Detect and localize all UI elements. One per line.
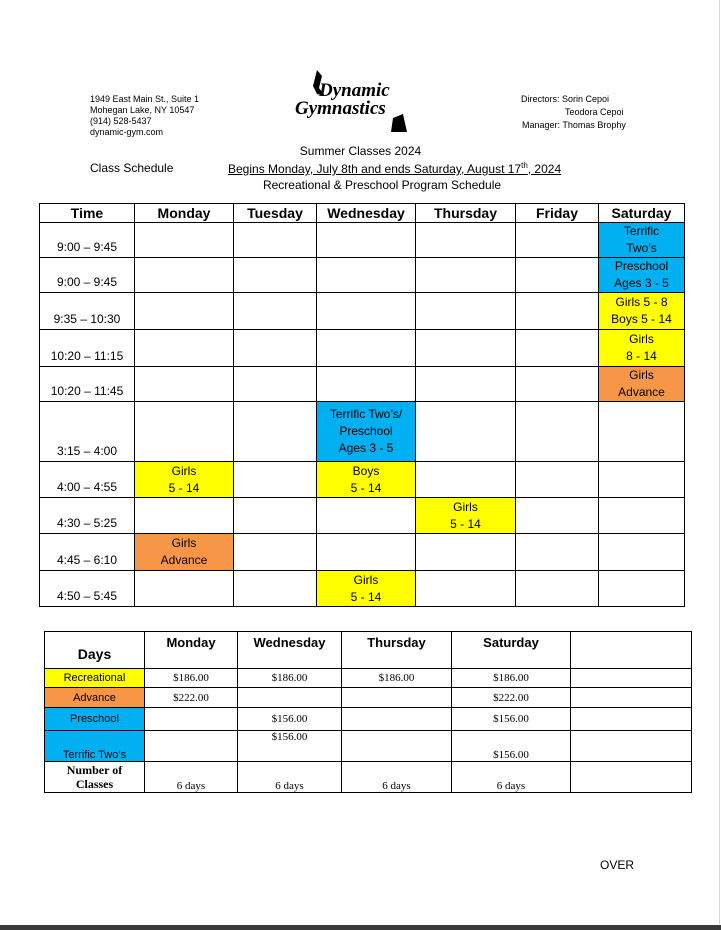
empty-cell (317, 223, 416, 258)
price-cell: 6 days (145, 762, 238, 793)
empty-cell (317, 367, 416, 402)
schedule-row (40, 293, 685, 330)
time-slot: 4:45 – 6:10 (40, 534, 135, 571)
class-cell: Girls 5 - 8 Boys 5 - 14 (599, 293, 685, 330)
schedule-row (40, 402, 685, 462)
program-title: Recreational & Preschool Program Schedule (262, 178, 502, 192)
over-note: OVER (600, 858, 635, 872)
pricing-row (45, 731, 692, 762)
empty-cell (135, 367, 234, 402)
taskbar-edge (0, 925, 721, 930)
manager-label: Manager: Thomas Brophy (522, 120, 626, 130)
time-slot: 9:00 – 9:45 (40, 223, 135, 258)
program-label: Preschool (45, 708, 145, 731)
empty-cell (234, 258, 317, 293)
empty-cell (234, 330, 317, 367)
address-block (90, 94, 199, 138)
phone: (914) 528-5437 (90, 116, 152, 126)
empty-cell (234, 462, 317, 498)
price-cell: $156.00 (452, 731, 571, 762)
empty-cell (516, 571, 599, 607)
schedule-header-saturday: Saturday (599, 204, 685, 223)
schedule-header-time: Time (40, 204, 135, 223)
time-slot: 9:00 – 9:45 (40, 258, 135, 293)
empty-cell (516, 258, 599, 293)
empty-cell (416, 293, 516, 330)
pricing-header-saturday: Saturday (452, 632, 571, 669)
pricing-row (45, 669, 692, 688)
address-line: 1949 East Main St., Suite 1 (90, 94, 200, 104)
date-range: Begins Monday, July 8th and ends Saturday, August 17th, 2024 (228, 161, 562, 176)
class-cell: Terrific Two’s (599, 223, 685, 258)
empty-cell (516, 462, 599, 498)
schedule-row (40, 330, 685, 367)
price-cell: 6 days (238, 762, 342, 793)
program-label: Number of Classes (45, 762, 145, 793)
schedule-header-tuesday: Tuesday (234, 204, 317, 223)
pricing-header-row (45, 632, 692, 669)
price-cell: 6 days (452, 762, 571, 793)
empty-cell (571, 669, 692, 688)
pricing-row (45, 708, 692, 731)
empty-cell (234, 223, 317, 258)
schedule-row (40, 498, 685, 534)
empty-cell (234, 402, 317, 462)
empty-cell (416, 462, 516, 498)
empty-cell (135, 223, 234, 258)
price-cell: $222.00 (452, 688, 571, 708)
price-cell: $186.00 (238, 669, 342, 688)
schedule-row (40, 571, 685, 607)
class-cell: Girls Advance (135, 534, 234, 571)
time-slot: 10:20 – 11:15 (40, 330, 135, 367)
schedule-row (40, 223, 685, 258)
price-cell: $156.00 (238, 708, 342, 731)
class-cell: Boys 5 - 14 (317, 462, 416, 498)
class-cell: Girls 5 - 14 (135, 462, 234, 498)
class-cell: Preschool Ages 3 - 5 (599, 258, 685, 293)
price-cell: $186.00 (145, 669, 238, 688)
empty-cell (416, 571, 516, 607)
pricing-header-thursday: Thursday (342, 632, 452, 669)
empty-cell (416, 330, 516, 367)
empty-cell (317, 498, 416, 534)
program-label: Advance (45, 688, 145, 708)
schedule-row (40, 367, 685, 402)
dynamic-gymnastics-logo (295, 68, 413, 134)
empty-cell (317, 534, 416, 571)
empty-cell (317, 258, 416, 293)
empty-cell (135, 498, 234, 534)
empty-cell (416, 223, 516, 258)
logo-text-gymnastics: Gymnastics (295, 98, 386, 119)
empty-cell (317, 293, 416, 330)
price-cell: $186.00 (342, 669, 452, 688)
empty-cell (516, 223, 599, 258)
empty-cell (238, 688, 342, 708)
empty-cell (234, 293, 317, 330)
pricing-header-wednesday: Wednesday (238, 632, 342, 669)
director-name: Teodora Cepoi (565, 107, 624, 117)
pricing-header-days: Days (45, 632, 145, 669)
empty-cell (599, 534, 685, 571)
schedule-row (40, 462, 685, 498)
empty-cell (416, 534, 516, 571)
empty-cell (234, 367, 317, 402)
empty-cell (571, 708, 692, 731)
price-cell: $156.00 (238, 731, 342, 762)
price-cell: $222.00 (145, 688, 238, 708)
empty-cell (571, 762, 692, 793)
schedule-row (40, 258, 685, 293)
class-cell: Girls 8 - 14 (599, 330, 685, 367)
class-cell: Girls 5 - 14 (416, 498, 516, 534)
empty-cell (135, 402, 234, 462)
empty-cell (599, 571, 685, 607)
empty-cell (516, 330, 599, 367)
empty-cell (416, 258, 516, 293)
empty-cell (599, 498, 685, 534)
time-slot: 4:30 – 5:25 (40, 498, 135, 534)
schedule-header-row (40, 204, 685, 223)
schedule-header-thursday: Thursday (416, 204, 516, 223)
empty-cell (342, 708, 452, 731)
empty-cell (234, 571, 317, 607)
empty-cell (599, 462, 685, 498)
empty-cell (516, 293, 599, 330)
time-slot: 4:00 – 4:55 (40, 462, 135, 498)
price-cell: $156.00 (452, 708, 571, 731)
logo-text-dynamic: Dynamic (319, 80, 390, 101)
empty-cell (516, 498, 599, 534)
program-label: Terrific Two’s (45, 731, 145, 762)
empty-cell (342, 688, 452, 708)
empty-cell (571, 688, 692, 708)
season-title: Summer Classes 2024 (299, 144, 422, 158)
empty-cell (135, 571, 234, 607)
class-cell: Girls 5 - 14 (317, 571, 416, 607)
program-label: Recreational (45, 669, 145, 688)
empty-cell (516, 402, 599, 462)
schedule-header-wednesday: Wednesday (317, 204, 416, 223)
time-slot: 3:15 – 4:00 (40, 402, 135, 462)
empty-cell (145, 708, 238, 731)
directors-label: Directors: Sorin Cepoi (521, 94, 610, 104)
pricing-row (45, 762, 692, 793)
empty-cell (416, 402, 516, 462)
schedule-header-monday: Monday (135, 204, 234, 223)
empty-cell (234, 498, 317, 534)
pricing-table (44, 631, 692, 793)
empty-cell (516, 367, 599, 402)
website: dynamic-gym.com (90, 127, 164, 137)
pricing-header-blank (571, 632, 692, 669)
class-cell: Terrific Two’s/ Preschool Ages 3 - 5 (317, 402, 416, 462)
empty-cell (342, 731, 452, 762)
empty-cell (416, 367, 516, 402)
empty-cell (516, 534, 599, 571)
time-slot: 9:35 – 10:30 (40, 293, 135, 330)
address-line: Mohegan Lake, NY 10547 (90, 105, 195, 115)
empty-cell (145, 731, 238, 762)
time-slot: 10:20 – 11:45 (40, 367, 135, 402)
empty-cell (234, 534, 317, 571)
pricing-row (45, 688, 692, 708)
schedule-header-friday: Friday (516, 204, 599, 223)
empty-cell (599, 402, 685, 462)
time-slot: 4:50 – 5:45 (40, 571, 135, 607)
empty-cell (571, 731, 692, 762)
empty-cell (135, 330, 234, 367)
empty-cell (135, 258, 234, 293)
class-schedule-label: Class Schedule (90, 161, 174, 175)
schedule-table (39, 203, 685, 607)
empty-cell (317, 330, 416, 367)
price-cell: $186.00 (452, 669, 571, 688)
price-cell: 6 days (342, 762, 452, 793)
class-cell: Girls Advance (599, 367, 685, 402)
schedule-row (40, 534, 685, 571)
pricing-header-monday: Monday (145, 632, 238, 669)
empty-cell (135, 293, 234, 330)
